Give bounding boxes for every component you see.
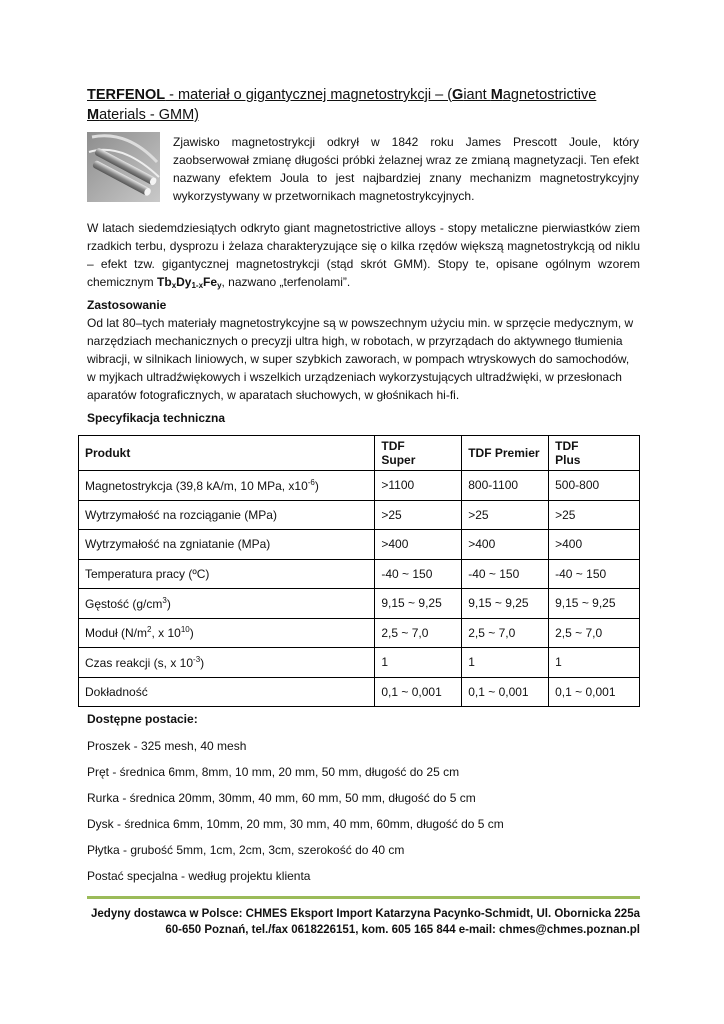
cell-plus: 9,15 ~ 9,25 [549, 589, 640, 619]
alloys-text: W latach siedemdziesiątych odkryto giant magnetostrictive alloys - stopy metaliczne pierwiastków ziem rzadkich terbu, dysprozu i żelaza charakteryzujące się o kilka rzędów większą magnetostrykcją od niklu – efekt tzw. gigantycznej magnetostrykcji (stąd skrót GMM). Stopy te, opisane ogólnym wzorem chemicznym [87, 221, 640, 289]
formula-part: Fe [203, 275, 218, 289]
formula-part: Dy [176, 275, 192, 289]
list-item: Dysk - średnica 6mm, 10mm, 20 mm, 30 mm, 40 mm, 60mm, długość do 5 cm [87, 817, 504, 831]
label-text: Moduł (N/m [85, 626, 148, 641]
document-title [87, 85, 640, 125]
header-tdf-plus [549, 436, 640, 471]
list-item: Proszek - 325 mesh, 40 mesh [87, 739, 247, 753]
list-item: Pręt - średnica 6mm, 8mm, 10 mm, 20 mm, 50 mm, długość do 25 cm [87, 765, 460, 779]
row-label [79, 618, 375, 648]
title-letter: G [452, 87, 464, 103]
cell-super: -40 ~ 150 [375, 559, 462, 589]
list-item: Postać specjalna - według projektu klienta [87, 869, 311, 883]
table-header-row [79, 436, 640, 471]
header-line: Plus [555, 453, 581, 467]
label-text: Magnetostrykcja (39,8 kA/m, 10 MPa, x10 [85, 478, 308, 493]
cell-premier: >25 [462, 500, 549, 530]
cell-plus: -40 ~ 150 [549, 559, 640, 589]
header-tdf-super [375, 436, 462, 471]
label-text: Gęstość (g/cm [85, 596, 163, 611]
cell-super: 2,5 ~ 7,0 [375, 618, 462, 648]
formula-subscript: y [217, 281, 222, 290]
cell-plus: 2,5 ~ 7,0 [549, 618, 640, 648]
cell-super: >25 [375, 500, 462, 530]
formula-subscript: x [171, 281, 177, 290]
cell-super: 1 [375, 648, 462, 678]
cell-plus: 0,1 ~ 0,001 [549, 677, 640, 707]
cell-premier: 2,5 ~ 7,0 [462, 618, 549, 648]
footer-line-2: 60-650 Poznań, tel./fax 0618226151, kom. 605 165 844 e-mail: chmes@chmes.poznan.pl [165, 924, 640, 936]
list-item: Płytka - grubość 5mm, 1cm, 2cm, 3cm, szerokość do 40 cm [87, 843, 405, 857]
alloys-text-tail: , nazwano „terfenolami”. [221, 275, 351, 289]
spec-heading: Specyfikacja techniczna [87, 411, 226, 425]
terfenol-rods-photo [87, 132, 160, 202]
cell-plus: >400 [549, 530, 640, 560]
label-sup: 10 [180, 625, 190, 635]
intro-paragraph: Zjawisko magnetostrykcji odkrył w 1842 roku James Prescott Joule, który zaobserwował zmianę długości próbki żelaznej wraz ze zmianą magnetyzacji. Ten efekt nazwany efektem Joula to jest najbardziej znany mechanizm magnetostrykcyjny wykorzystywany w przetwornikach magnetostrykcyjnych. [173, 135, 639, 203]
row-label: Wytrzymałość na rozciąganie (MPa) [79, 500, 375, 530]
cell-premier: 9,15 ~ 9,25 [462, 589, 549, 619]
label-sup: -6 [307, 477, 315, 487]
cell-plus: >25 [549, 500, 640, 530]
label-text: , x 10 [151, 626, 181, 641]
row-label: Temperatura pracy (ºC) [79, 559, 375, 589]
title-letter: M [87, 107, 100, 123]
table-row [79, 500, 640, 530]
label-text: ) [166, 596, 171, 611]
header-line: Super [381, 453, 416, 467]
label-text: ) [200, 655, 205, 670]
label-text: ) [189, 626, 194, 641]
zastosowanie-paragraph: Od lat 80–tych materiały magnetostrykcyjne są w powszechnym użyciu min. w sprzęcie medycznym, w narzędziach mechanicznych o precyzji ultra high, w robotach, w przyrządach do aktywnego tłumienia wibracji, w silnikach liniowych, w super szybkich zaworach, w pompach wtryskowych do samochodów, w myjkach ultradźwiękowych i wszelkich urządzeniach wykorzystujących ultradźwięki, w przesłonach aparatów fotograficznych, w aparatach słuchowych, w głośnikach hi-fi. [87, 316, 634, 402]
footer [87, 906, 640, 938]
label-sup: 3 [162, 595, 167, 605]
title-text: agnetostrictive [502, 87, 597, 103]
cell-premier: -40 ~ 150 [462, 559, 549, 589]
spec-table [78, 435, 640, 707]
row-label: Dokładność [79, 677, 375, 707]
title-text: iant [463, 87, 491, 103]
header-line: TDF [381, 439, 405, 453]
label-sup: -3 [193, 654, 201, 664]
cell-super: >400 [375, 530, 462, 560]
header-line: TDF [555, 439, 579, 453]
header-produkt: Produkt [79, 436, 375, 471]
row-label [79, 471, 375, 501]
label-text: ) [314, 478, 319, 493]
cell-super: >1100 [375, 471, 462, 501]
row-label [79, 648, 375, 678]
cell-premier: 1 [462, 648, 549, 678]
row-label [79, 589, 375, 619]
cell-plus: 1 [549, 648, 640, 678]
cell-premier: >400 [462, 530, 549, 560]
table-row [79, 648, 640, 678]
table-row [79, 677, 640, 707]
formula-subscript: 1-x [191, 281, 204, 290]
table-row [79, 618, 640, 648]
table-row [79, 471, 640, 501]
alloys-paragraph [87, 219, 640, 295]
cell-super: 0,1 ~ 0,001 [375, 677, 462, 707]
table-row [79, 530, 640, 560]
title-letter: M [490, 87, 503, 103]
label-sup: 2 [147, 625, 152, 635]
cell-super: 9,15 ~ 9,25 [375, 589, 462, 619]
title-text: aterials - GMM) [99, 107, 199, 123]
title-text: - materiał o gigantycznej magnetostrykcji – ( [165, 87, 453, 103]
cell-plus: 500-800 [549, 471, 640, 501]
chemical-formula [157, 275, 222, 289]
header-tdf-premier: TDF Premier [462, 436, 549, 471]
dostepne-heading: Dostępne postacie: [87, 712, 198, 726]
zastosowanie-heading: Zastosowanie [87, 298, 167, 312]
title-brand: TERFENOL [87, 87, 166, 103]
row-label: Wytrzymałość na zgniatanie (MPa) [79, 530, 375, 560]
footer-line-1: Jedyny dostawca w Polsce: CHMES Eksport Import Katarzyna Pacynko-Schmidt, Ul. Obornicka 225a [91, 908, 640, 920]
footer-divider [87, 896, 640, 899]
list-item: Rurka - średnica 20mm, 30mm, 40 mm, 60 mm, 50 mm, długość do 5 cm [87, 791, 476, 805]
label-text: Czas reakcji (s, x 10 [85, 655, 194, 670]
cell-premier: 0,1 ~ 0,001 [462, 677, 549, 707]
table-row [79, 589, 640, 619]
formula-part: Tb [157, 275, 172, 289]
forms-list [87, 738, 640, 894]
cell-premier: 800-1100 [462, 471, 549, 501]
table-row [79, 559, 640, 589]
